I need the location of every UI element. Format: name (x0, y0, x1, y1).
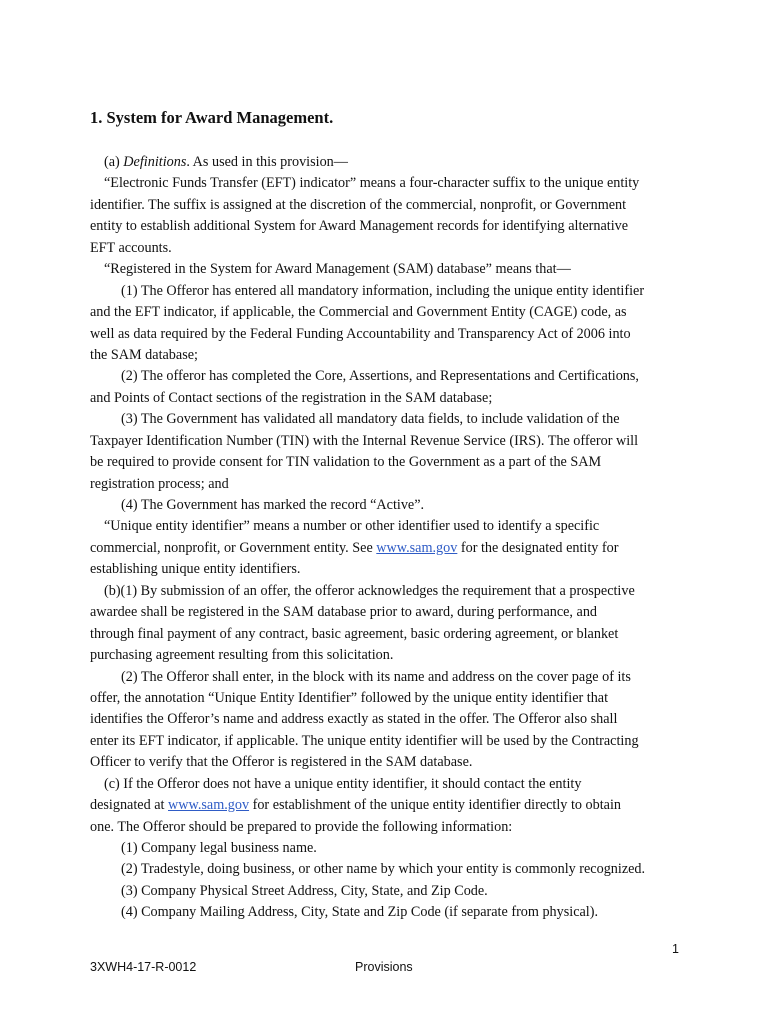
text-line: and Points of Contact sections of the registration in the SAM database; (90, 389, 493, 406)
text-line: offer, the annotation “Unique Entity Identifier” followed by the unique entity identifier that (90, 689, 609, 706)
text-line: one. The Offeror should be prepared to provide the following information: (90, 818, 513, 835)
text-line: (b)(1) By submission of an offer, the offeror acknowledges the requirement that a prospective (104, 582, 635, 599)
text-line: (2) The Offeror shall enter, in the block with its name and address on the cover page of its (121, 668, 631, 685)
text-line: awardee shall be registered in the SAM database prior to award, during performance, and (90, 604, 598, 621)
page-number: 1 (672, 942, 679, 956)
sam-gov-link[interactable]: www.sam.gov (168, 797, 250, 814)
text-line: and the EFT indicator, if applicable, the Commercial and Government Entity (CAGE) code, as (90, 304, 627, 321)
text-line: (3) The Government has validated all mandatory data fields, to include validation of the (121, 411, 620, 428)
text-line: “Registered in the System for Award Management (SAM) database” means that— (104, 261, 571, 278)
text-line: be required to provide consent for TIN validation to the Government as a part of the SAM (90, 454, 602, 471)
text-line: (c) If the Offeror does not have a unique entity identifier, it should contact the entity (104, 775, 582, 792)
text-segment: for establishment of the unique entity identifier directly to obtain (249, 797, 621, 814)
text-line: “Electronic Funds Transfer (EFT) indicator” means a four-character suffix to the unique entity (104, 175, 640, 192)
footer-section-title: Provisions (355, 960, 413, 974)
text-line: EFT accounts. (90, 239, 172, 256)
provision-body (90, 152, 690, 924)
text-line: (2) The offeror has completed the Core, Assertions, and Representations and Certifications, (121, 368, 639, 385)
text-line (90, 795, 690, 816)
text-line: (1) Company legal business name. (121, 840, 317, 856)
text-line: well as data required by the Federal Funding Accountability and Transparency Act of 2006 into (90, 325, 631, 342)
text-line: (4) The Government has marked the record “Active”. (121, 497, 425, 513)
text-segment: designated at (90, 797, 169, 814)
text-line: (1) The Offeror has entered all mandatory information, including the unique entity identifier (121, 282, 645, 299)
text-line: (3) Company Physical Street Address, City, State, and Zip Code. (121, 882, 488, 899)
footer-document-id: 3XWH4-17-R-0012 (90, 960, 197, 974)
text-line: Taxpayer Identification Number (TIN) with the Internal Revenue Service (IRS). The offeror will (90, 432, 639, 449)
text-line: establishing unique entity identifiers. (90, 561, 301, 578)
text-line (90, 538, 690, 559)
text-line: “Unique entity identifier” means a number or other identifier used to identify a specific (104, 518, 600, 535)
text-line: registration process; and (90, 475, 229, 492)
text-segment: for the designated entity for (457, 539, 619, 556)
text-segment: (a) (104, 154, 124, 170)
text-line: identifies the Offeror’s name and address exactly as stated in the offer. The Offeror also shall (90, 711, 618, 728)
text-line: (4) Company Mailing Address, City, State and Zip Code (if separate from physical). (121, 904, 599, 921)
text-line (90, 152, 690, 173)
sam-gov-link[interactable]: www.sam.gov (376, 539, 458, 556)
text-line: through final payment of any contract, basic agreement, basic ordering agreement, or blanket (90, 625, 619, 642)
text-segment: commercial, nonprofit, or Government entity. See (90, 539, 377, 556)
text-line: the SAM database; (90, 346, 198, 363)
text-line: identifier. The suffix is assigned at the discretion of the commercial, nonprofit, or Government (90, 196, 627, 213)
text-line: (2) Tradestyle, doing business, or other name by which your entity is commonly recognized. (121, 861, 646, 878)
text-segment: . As used in this provision— (186, 154, 348, 170)
text-line: Officer to verify that the Offeror is registered in the SAM database. (90, 754, 473, 771)
text-line: enter its EFT indicator, if applicable. The unique entity identifier will be used by the Contracting (90, 732, 639, 749)
section-heading: 1. System for Award Management. (90, 108, 334, 127)
text-line: purchasing agreement resulting from this solicitation. (90, 647, 394, 664)
definitions-term: Definitions (123, 154, 187, 170)
text-line: entity to establish additional System for Award Management records for identifying alternative (90, 218, 629, 235)
